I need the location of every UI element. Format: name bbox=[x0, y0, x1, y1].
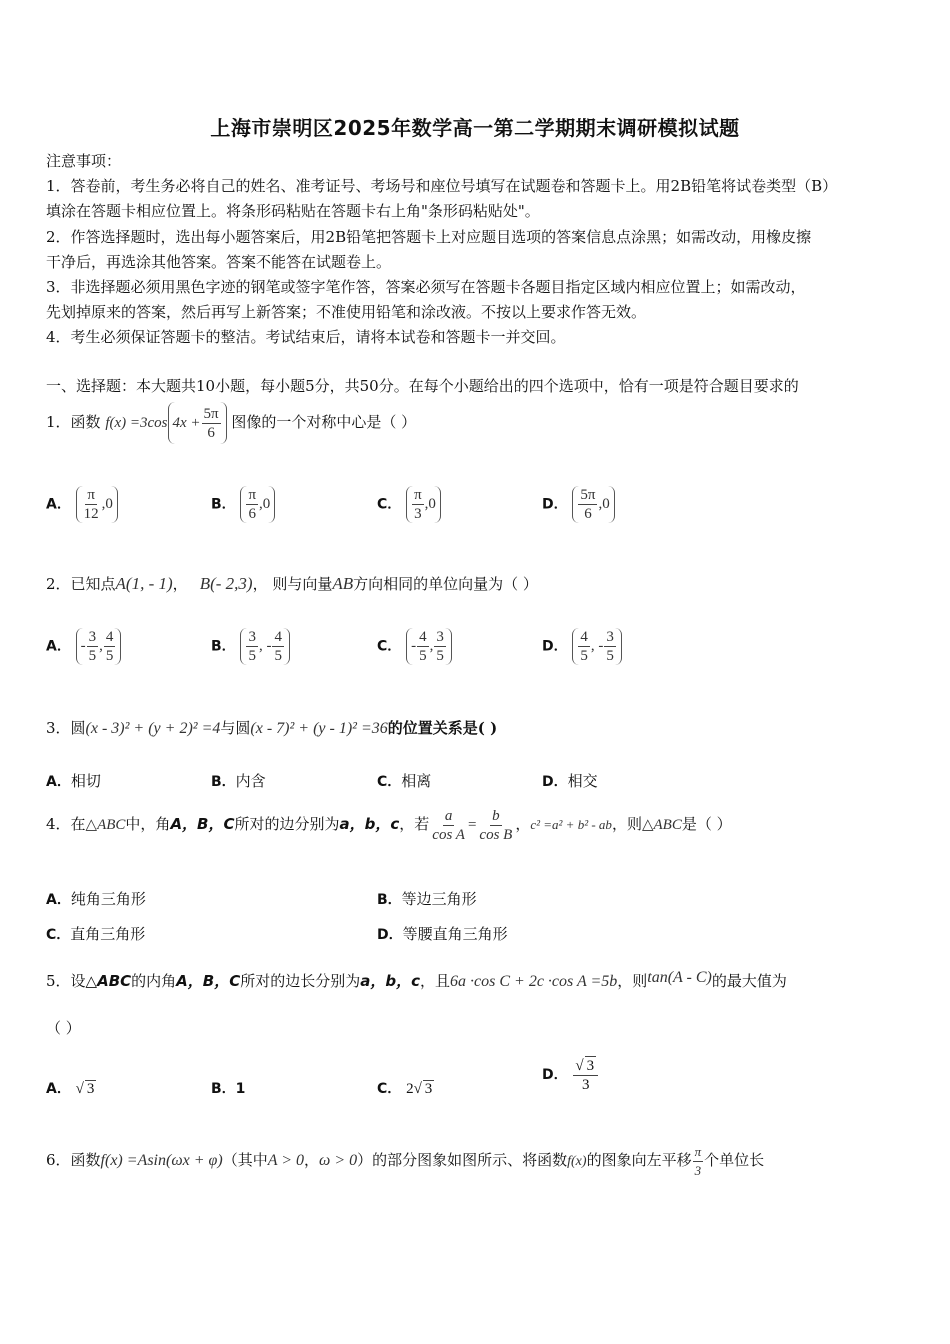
q3-circle-2: (x - 7)² + (y - 1)² =36 bbox=[250, 720, 388, 737]
q3-circle-1: (x - 3)² + (y + 2)² =4 bbox=[85, 720, 221, 737]
q4-option-b: B．等边三角形 bbox=[377, 890, 477, 908]
q5-answer-paren: （ ） bbox=[46, 1019, 81, 1037]
question-4: 4．在△ABC中，角A，B，C所对的边分别为a，b，c，若 $\frac{a}{\text{cos A}}$ = $\frac{b}{\text{cos B}}$ ，c² =a² + b² - ab，则△ABC是（ ） bbox=[46, 807, 732, 843]
q2-vector: AB bbox=[332, 574, 354, 593]
q4-option-d: D．等腰直角三角形 bbox=[377, 925, 508, 943]
q3-option-b: B．内含 bbox=[211, 772, 266, 790]
q4-condition: c² =a² + b² - ab bbox=[530, 817, 612, 832]
q4-option-c: C．直角三角形 bbox=[46, 925, 146, 943]
note-line-2: 填涂在答题卡相应位置上。将条形码粘贴在答题卡右上角"条形码粘贴处"。 bbox=[46, 202, 540, 220]
q2-option-a: A． - $\frac{3}{5}$ , $\frac{4}{5}$ bbox=[46, 628, 121, 665]
q1-option-a: A． $\frac{\pi}{12}$ ,0 bbox=[46, 486, 118, 523]
q5-option-a: A． √ 3 bbox=[46, 1081, 95, 1097]
question-2: 2．已知点A(1, - 1)， B(- 2,3)， 则与向量AB方向相同的单位向量为（ ） bbox=[46, 574, 538, 593]
q1-option-d: D． $\frac{5\pi}{6}$ ,0 bbox=[542, 486, 615, 523]
note-line-7: 4．考生必须保证答题卡的整洁。考试结束后，请将本试卷和答题卡一并交回。 bbox=[46, 328, 566, 346]
q3-option-c: C．相离 bbox=[377, 772, 432, 790]
q5-option-d: D． $\frac{√ 3}{3}$ bbox=[542, 1056, 599, 1094]
q2-number: 2．已知点 bbox=[46, 575, 116, 593]
q1-tail: 图像的一个对称中心是（ ） bbox=[231, 413, 417, 431]
q2-option-c: C． - $\frac{4}{5}$ , $\frac{3}{5}$ bbox=[377, 628, 452, 665]
note-line-3: 2．作答选择题时，选出每小题答案后，用2B铅笔把答题卡上对应题目选项的答案信息点涂黑；如需改动，用橡皮擦 bbox=[46, 228, 812, 246]
q1-inner: 4x + bbox=[172, 415, 201, 431]
page-title: 上海市崇明区2025年数学高一第二学期期末调研模拟试题 bbox=[210, 116, 740, 140]
q5-condition: 6a ·cos C + 2c ·cos A =5b bbox=[450, 973, 618, 990]
note-line-5: 3．非选择题必须用黑色字迹的钢笔或签字笔作答，答案必须写在答题卡各题目指定区域内相应位置上；如需改动， bbox=[46, 278, 806, 296]
question-5: 5．设△ABC的内角A，B，C所对的边长分别为a，b，c，且6a ·cos C + 2c ·cos A =5b，则tan(A - C)的最大值为 bbox=[46, 969, 787, 990]
q2-point-a: A(1, - 1) bbox=[115, 574, 173, 593]
section-heading: 一、选择题：本大题共10小题，每小题5分，共50分。在每个小题给出的四个选项中，恰有一项是符合题目要求的 bbox=[46, 377, 799, 395]
note-line-4: 干净后，再选涂其他答案。答案不能答在试题卷上。 bbox=[46, 253, 392, 271]
q6-function: f(x) =Asin(ωx + φ) bbox=[100, 1152, 223, 1169]
q4-fraction-a: $\frac{a}{\text{cos A}}$ bbox=[432, 807, 465, 843]
q3-option-d: D．相交 bbox=[542, 772, 598, 790]
note-line-1: 1．答卷前，考生务必将自己的姓名、准考证号、考场号和座位号填写在试题卷和答题卡上。用2B铅笔将试卷类型（B） bbox=[46, 177, 838, 195]
q1-number: 1．函数 bbox=[46, 413, 101, 431]
q4-fraction-b: $\frac{b}{\text{cos B}}$ bbox=[479, 807, 513, 843]
q3-option-a: A．相切 bbox=[46, 772, 101, 790]
q2-option-b: B． $\frac{3}{5}$ , - $\frac{4}{5}$ bbox=[211, 628, 290, 665]
q1-paren bbox=[168, 402, 227, 444]
q5-tan-expression: tan(A - C) bbox=[647, 969, 712, 986]
q1-option-c: C． $\frac{\pi}{3}$ ,0 bbox=[377, 486, 441, 523]
q4-option-a: A．纯角三角形 bbox=[46, 890, 146, 908]
q2-tail: 方向相同的单位向量为（ ） bbox=[353, 575, 538, 593]
question-1 bbox=[46, 401, 416, 444]
question-6: 6．函数f(x) =Asin(ωx + φ)（其中A > 0，ω > 0）的部分图象如图所示、将函数f(x)的图象向左平移 $\frac{\pi}{3}$ 个单位长 bbox=[46, 1143, 765, 1178]
q5-option-c: C． 2√ 3 bbox=[377, 1081, 433, 1097]
q1-fraction: $\frac{5\pi}{6}$ bbox=[203, 405, 219, 441]
notes-heading: 注意事项： bbox=[46, 152, 122, 170]
note-line-6: 先划掉原来的答案，然后再写上新答案；不准使用铅笔和涂改液。不按以上要求作答无效。 bbox=[46, 303, 647, 321]
q6-shift-fraction: $\frac{\pi}{3}$ bbox=[694, 1143, 702, 1178]
question-3: 3．圆(x - 3)² + (y + 2)² =4与圆(x - 7)² + (y - 1)² =36的位置关系是( ) bbox=[46, 719, 498, 737]
q2-point-b: B(- 2,3) bbox=[199, 574, 253, 593]
q1-option-b: B． $\frac{\pi}{6}$ ,0 bbox=[211, 486, 275, 523]
q5-option-b: B．1 bbox=[211, 1081, 246, 1097]
q2-option-d: D． $\frac{4}{5}$ , - $\frac{3}{5}$ bbox=[542, 628, 622, 665]
q1-function: f(x) =3cos bbox=[105, 415, 168, 431]
